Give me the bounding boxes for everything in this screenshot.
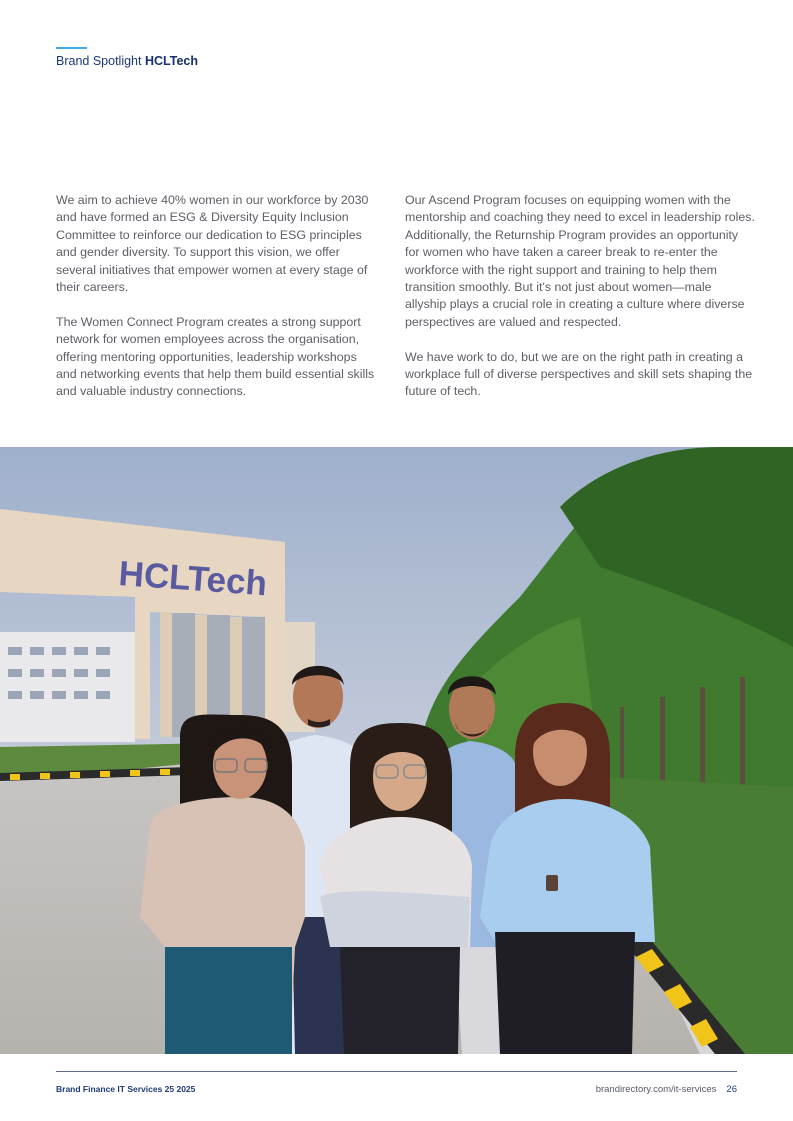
body-column-right xyxy=(405,192,755,418)
body-paragraph: The Women Connect Program creates a strong support network for women employees across the organisation, offering mentoring opportunities, leadership workshops and networking events that help them build essential skills and valuable industry connections. xyxy=(56,314,375,399)
page-number: 26 xyxy=(726,1084,737,1095)
header-section: Brand Spotlight xyxy=(56,54,142,68)
team-photo xyxy=(0,447,793,1054)
building-sign: HCLTech xyxy=(117,554,269,604)
body-paragraph: Our Ascend Program focuses on equipping women with the mentorship and coaching they need to excel in leadership roles. Additionally, the Returnship Program provides an opportunity for women who have taken a career break to re-enter the workforce with the right support and training to help them transition smoothly. But it's not just about women—male allyship plays a crucial role in creating a culture where diverse perspectives are valued and respected. xyxy=(405,193,755,329)
body-paragraph: We have work to do, but we are on the right path in creating a workplace full of diverse perspectives and skill sets shaping the future of tech. xyxy=(405,349,753,399)
body-column-left xyxy=(56,192,376,418)
header-accent-rule xyxy=(56,47,87,49)
footer-url[interactable]: brandirectory.com/it-services xyxy=(595,1084,717,1095)
page-header xyxy=(56,54,198,68)
footer-right xyxy=(596,1084,737,1095)
header-brand: HCLTech xyxy=(144,54,198,68)
body-paragraph: We aim to achieve 40% women in our workforce by 2030 and have formed an ESG & Diversity Equity Inclusion Committee to reinforce our dedication to ESG principles and gender diversity. To support this vision, we offer several initiatives that empower women at every stage of their careers. xyxy=(56,193,369,295)
footer-publication: Brand Finance IT Services 25 2025 xyxy=(56,1084,196,1094)
footer-rule xyxy=(56,1071,737,1072)
